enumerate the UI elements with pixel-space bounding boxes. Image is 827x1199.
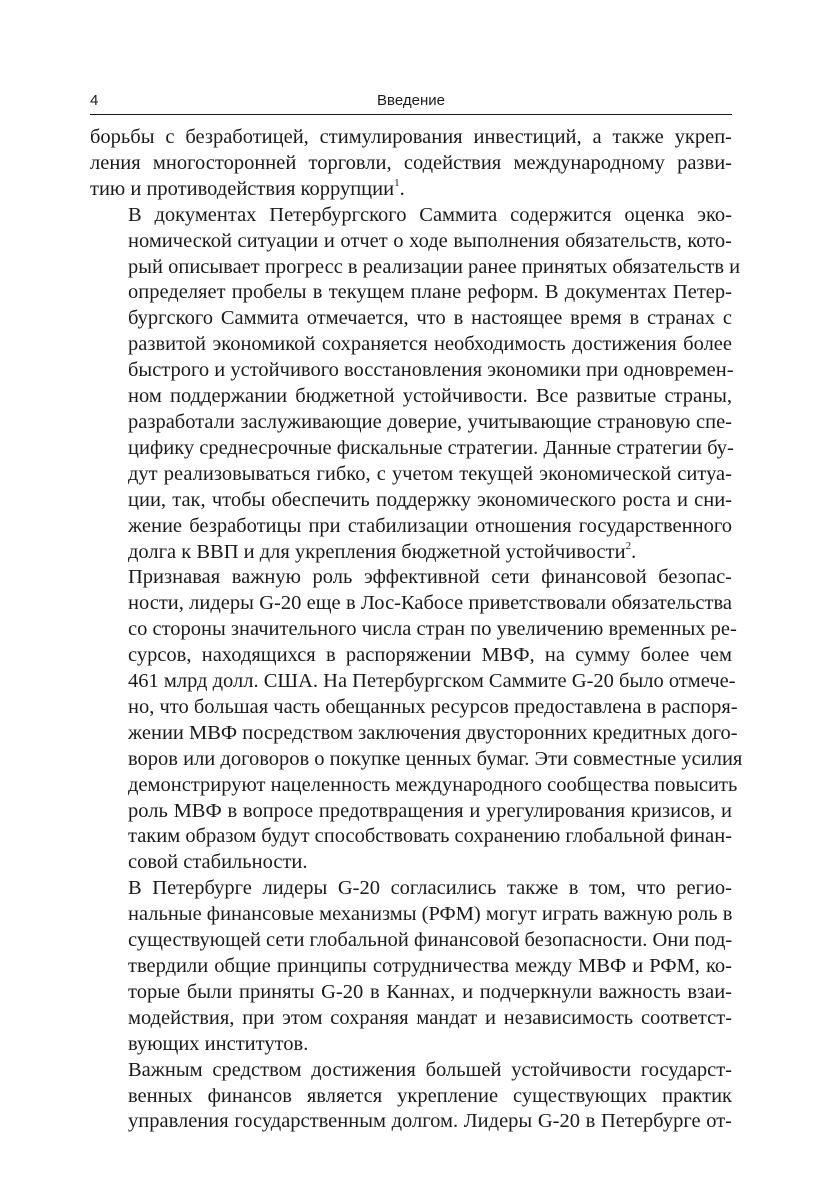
paragraph [90, 565, 743, 876]
text-line: тию и противодействия коррупции$^1$. [90, 176, 405, 200]
text-line: В Петербурге лидеры G-20 согласились также в том, что регио- [128, 877, 732, 900]
text-line: вующих институтов. [128, 1032, 309, 1055]
text-line: нальные финансовые механизмы (РФМ) могут играть важную роль в [128, 903, 733, 926]
text-line: Важным средством достижения большей устойчивости государст- [128, 1058, 732, 1081]
section-title: Введение [377, 92, 445, 109]
paragraph [90, 125, 732, 203]
text-line: долга к ВВП и для укрепления бюджетной устойчивости$^2$. [128, 539, 637, 563]
text-line: развитой экономикой сохраняется необходимость достижения более [128, 333, 732, 356]
text-line: торые были приняты G-20 в Каннах, и подчеркнули важность взаи- [128, 980, 732, 1003]
page-number: 4 [90, 92, 99, 109]
text-line: ности, лидеры G-20 еще в Лос-Кабосе приветствовали обязательства [128, 592, 732, 615]
text-line: но, что большая часть обещанных ресурсов предоставлена в распоря- [128, 695, 738, 718]
text-line: борьбы с безработицей, стимулирования инвестиций, а также укреп- [90, 126, 732, 148]
text-line: быстрого и устойчивого восстановления экономики при одновремен- [128, 359, 734, 382]
text-line: ном поддержании бюджетной устойчивости. Все развитые страны, [128, 385, 732, 408]
text-line: воров или договоров о покупке ценных бумаг. Эти совместные усилия [128, 747, 743, 770]
text-line: жение безработицы при стабилизации отношения государственного [128, 514, 732, 537]
footnote-marker[interactable]: 2 [625, 539, 632, 552]
text-line: дут реализовываться гибко, с учетом текущей экономической ситуа- [128, 462, 732, 485]
text-line: номической ситуации и отчет о ходе выполнения обязательств, кото- [128, 229, 732, 252]
text-line: В документах Петербургского Саммита содержится оценка эко- [128, 203, 732, 226]
text-line: управления государственным долгом. Лидеры G-20 в Петербурге от- [128, 1110, 732, 1133]
text-line: Признавая важную роль эффективной сети финансовой безопас- [128, 566, 732, 589]
running-header [90, 90, 732, 115]
text-line: разработали заслуживающие доверие, учитывающие страновую спе- [128, 410, 732, 433]
text-line: сурсов, находящихся в распоряжении МВФ, на сумму более чем [128, 644, 732, 667]
text-line: венных финансов является укрепление существующих практик [128, 1084, 732, 1107]
text-line: ции, так, чтобы обеспечить поддержку экономического роста и сни- [128, 488, 732, 511]
paragraph [90, 203, 741, 566]
text-line: существующей сети глобальной финансовой безопасности. Они под- [128, 929, 733, 952]
text-line: твердили общие принципы сотрудничества между МВФ и РФМ, ко- [128, 955, 732, 977]
text-line: со стороны значительного числа стран по увеличению временных ре- [128, 618, 737, 641]
text-line: жении МВФ посредством заключения двусторонних кредитных дого- [128, 721, 738, 744]
text-line: роль МВФ в вопросе предотвращения и урегулирования кризисов, и [128, 799, 732, 822]
text-line: таким образом будут способствовать сохранению глобальной финан- [128, 825, 732, 848]
text-line: бургского Саммита отмечается, что в настоящее время в странах с [128, 307, 732, 330]
paragraph [90, 1058, 732, 1136]
book-page [90, 90, 743, 1135]
text-line: определяет пробелы в текущем плане реформ. В документах Петер- [128, 281, 732, 304]
text-line: рый описывает прогресс в реализации ранее принятых обязательств и [128, 255, 741, 278]
text-line: цифику среднесрочные фискальные стратегии. Данные стратегии бу- [128, 436, 734, 459]
footnote-marker[interactable]: 1 [394, 176, 400, 189]
text-line: совой стабильности. [128, 851, 308, 874]
body-text [90, 125, 743, 1135]
paragraph [90, 876, 732, 1057]
text-line: ления многосторонней торговли, содействия международному разви- [90, 151, 732, 174]
text-line: 461 млрд долл. США. На Петербургском Саммите G-20 было отмече- [128, 670, 736, 693]
text-line: модействия, при этом сохраняя мандат и независимость соответст- [128, 1006, 732, 1029]
text-line: демонстрируют нацеленность международного сообщества повысить [128, 773, 738, 796]
